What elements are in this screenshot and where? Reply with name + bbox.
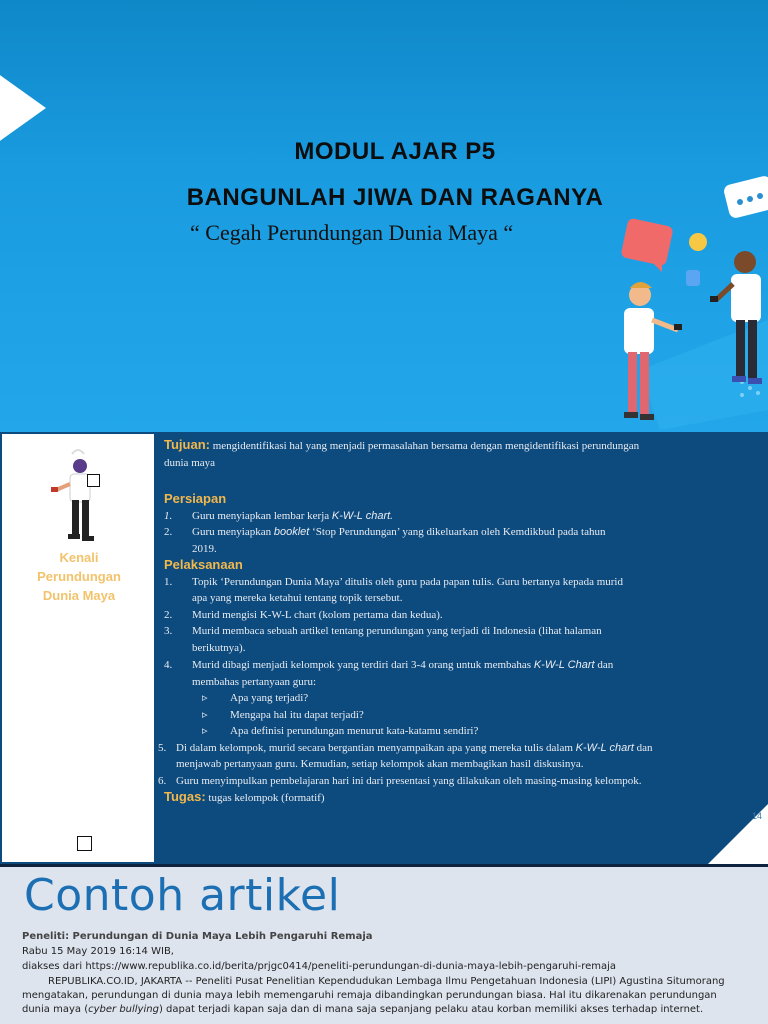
article-body-3-post: ) dapat terjadi kapan saja dan di mana saja sepanjang pelaku atau korban memiliki akses terhadap internet. — [158, 1004, 704, 1015]
sidebar-topic-line3: Dunia Maya — [42, 588, 116, 603]
pelaksanaan-text-post: dan — [633, 741, 653, 754]
article-body-1: REPUBLIKA.CO.ID, JAKARTA -- Peneliti Pusat Penelitian Kependudukan Lembaga Ilmu Pengetahuan Indonesia (LIPI) Agustina Situmorang — [48, 976, 725, 987]
pelaksanaan-text: Di dalam kelompok, murid secara bergantian menyampaikan apa yang mereka tulis dalam — [176, 741, 576, 754]
article-body-2: mengatakan, perundungan di dunia maya lebih memengaruhi remaja dibandingkan perundungan biasa. Hal itu dikarenakan perundungan — [22, 990, 717, 1001]
pelaksanaan-text-cont: menjawab pertanyaan guru. Kemudian, setiap kelompok akan membagikan hasil diskusinya. — [176, 758, 584, 770]
pelaksanaan-text: Murid dibagi menjadi kelompok yang terdiri dari 3-4 orang untuk membahas — [192, 659, 534, 671]
pelaksanaan-text: Murid membaca sebuah artikel tentang perundungan yang terjadi di Indonesia (lihat halaman — [192, 625, 602, 637]
pelaksanaan-item — [164, 574, 748, 591]
list-number: 6. — [158, 774, 167, 787]
pelaksanaan-label: Pelaksanaan — [164, 557, 243, 572]
page-number: 14 — [751, 811, 762, 821]
module-tagline: “ Cegah Perundungan Dunia Maya “ — [190, 220, 514, 245]
list-number: 2. — [164, 608, 173, 621]
article-body-3 — [22, 1003, 703, 1017]
persiapan-item — [164, 508, 748, 525]
article-heading: Contoh artikel — [24, 870, 341, 921]
tugas-label: Tugas: — [164, 789, 206, 804]
question-item — [164, 723, 748, 740]
bullet-icon: ▹ — [202, 708, 208, 721]
sidebar-topic-line1: Kenali — [59, 550, 99, 565]
persiapan-item-cont: 2019. — [192, 542, 217, 555]
tugas-text: tugas kelompok (formatif) — [208, 792, 325, 804]
pelaksanaan-emphasis: K-W-L chart — [575, 741, 634, 754]
cover-slide — [0, 0, 768, 432]
module-theme: BANGUNLAH JIWA DAN RAGANYA — [186, 184, 604, 211]
like-icon — [686, 270, 700, 286]
bullet-icon: ▹ — [202, 725, 208, 737]
pelaksanaan-item — [164, 623, 748, 640]
pelaksanaan-text-cont: apa yang mereka ketahui tentang topik tersebut. — [192, 592, 403, 604]
pelaksanaan-text: Murid mengisi K-W-L chart (kolom pertama dan kedua). — [192, 608, 443, 621]
list-number: 5. — [158, 741, 167, 754]
pelaksanaan-item — [164, 657, 748, 674]
persiapan-item-text: Guru menyiapkan lembar kerja — [192, 509, 332, 522]
persiapan-item-emphasis: booklet — [273, 526, 310, 538]
module-title: MODUL AJAR P5 — [294, 138, 496, 165]
persiapan-item-text: Guru menyiapkan — [192, 526, 274, 538]
checkbox-icon — [87, 474, 100, 487]
tujuan-text-2: dunia maya — [164, 456, 216, 469]
tujuan-text: mengidentifikasi hal yang menjadi permasalahan bersama dengan mengidentifikasi perundungan — [212, 440, 640, 452]
list-number: 1. — [164, 575, 173, 588]
pelaksanaan-item — [164, 607, 748, 624]
chat-bubble-red — [620, 218, 673, 267]
article-accessed: diakses dari https://www.republika.co.id/berita/prjgc0414/peneliti-perundungan-di-dunia-maya-lebih-pengaruhi-remaja — [22, 961, 617, 972]
tujuan-section — [164, 437, 748, 471]
pelaksanaan-item — [158, 740, 748, 757]
list-number: 2. — [164, 526, 173, 538]
pelaksanaan-text: Topik ‘Perundungan Dunia Maya’ ditulis oleh guru pada papan tulis. Guru bertanya kepada murid — [192, 575, 623, 588]
sidebar-topic-line2: Perundungan — [37, 569, 121, 584]
emoji-icon — [689, 233, 707, 251]
article-body-3-emphasis: cyber bullying — [88, 1004, 159, 1015]
article-body-3-pre: dunia maya ( — [22, 1004, 89, 1015]
persiapan-label: Persiapan — [164, 491, 227, 506]
tugas-section — [164, 789, 748, 807]
pelaksanaan-emphasis: K-W-L Chart — [533, 659, 595, 671]
pelaksanaan-text: Guru menyimpulkan pembelajaran hari ini dari presentasi yang dilakukan oleh masing-masing kelompok. — [176, 774, 642, 787]
question-text: Apa definisi perundungan menurut kata-katamu sendiri? — [230, 725, 479, 737]
list-number: 4. — [164, 659, 173, 671]
article-date: Rabu 15 May 2019 16:14 WIB, — [22, 946, 174, 957]
bullet-icon: ▹ — [202, 692, 208, 704]
pelaksanaan-text-cont: berikutnya). — [192, 641, 246, 654]
question-text: Apa yang terjadi? — [230, 692, 309, 704]
pelaksanaan-text-cont: membahas pertanyaan guru: — [192, 675, 317, 688]
person-illustration — [48, 448, 108, 548]
social-media-illustration — [600, 170, 768, 432]
list-number: 1. — [164, 509, 173, 522]
arrow-decoration — [0, 68, 46, 148]
list-number: 3. — [164, 625, 173, 637]
divider — [0, 864, 768, 867]
persiapan-item — [164, 524, 748, 541]
sidebar-topic — [0, 548, 158, 605]
persiapan-item-text-post: ‘Stop Perundungan’ yang dikeluarkan oleh Kemdikbud pada tahun — [309, 526, 606, 538]
question-text: Mengapa hal itu dapat terjadi? — [230, 708, 364, 721]
tujuan-label: Tujuan: — [164, 437, 210, 452]
persiapan-item-emphasis: K-W-L chart. — [331, 509, 394, 522]
lesson-content — [158, 437, 748, 807]
checkbox-icon — [77, 836, 92, 851]
question-item — [164, 707, 748, 724]
pelaksanaan-text-post: dan — [594, 659, 614, 671]
article-source-title: Peneliti: Perundungan di Dunia Maya Lebih Pengaruhi Remaja — [22, 931, 373, 942]
question-item — [164, 690, 748, 707]
pelaksanaan-item — [158, 773, 748, 790]
